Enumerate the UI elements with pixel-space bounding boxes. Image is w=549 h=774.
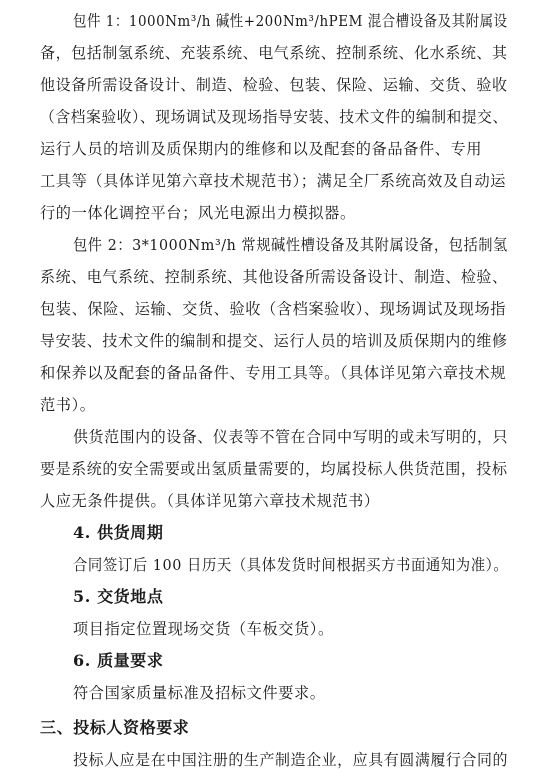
package1-line-4: （含档案验收）、现场调试及现场指导安装、技术文件的编制和提交、 <box>40 108 508 126</box>
section5-text: 项目指定位置现场交货（车板交货）。 <box>73 620 334 638</box>
package1-line-7: 行的一体化调控平台；风光电源出力模拟器。 <box>40 204 356 222</box>
package2-line-4: 导安装、技术文件的编制和提交、运行人员的培训及质保期内的维修 <box>40 332 508 350</box>
section5-heading: 5. 交货地点 <box>73 587 164 606</box>
scope-line-1: 供货范围内的设备、仪表等不管在合同中写明的或未写明的，只 <box>73 428 509 446</box>
section6-heading: 6. 质量要求 <box>73 651 164 670</box>
package1-line-5: 运行人员的培训及质保期内的维修和以及配套的备品备件、专用 <box>40 140 483 158</box>
package2-line-5: 和保养以及配套的备品备件、专用工具等。（具体详见第六章技术规 <box>40 364 507 382</box>
package2-line-3: 包装、保险、运输、交货、验收（含档案验收）、现场调试及现场指 <box>40 300 507 318</box>
section3-text: 投标人应是在中国注册的生产制造企业，应具有圆满履行合同的 <box>73 751 509 769</box>
scope-line-3: 人应无条件提供。（具体详见第六章技术规范书） <box>40 492 380 510</box>
section4-text: 合同签订后 100 日历天（具体发货时间根据买方书面通知为准）。 <box>73 556 509 574</box>
package1-line-1: 包件 1：1000Nm³/h 碱性+200Nm³/hPEM 混合槽设备及其附属设 <box>73 12 508 30</box>
section4-heading: 4. 供货周期 <box>73 523 164 542</box>
scope-line-2: 要是系统的安全需要或出氢质量需要的，均属投标人供货范围，投标 <box>40 460 508 478</box>
package1-line-2: 备，包括制氢系统、充装系统、电气系统、控制系统、化水系统、其 <box>40 44 508 62</box>
package2-line-2: 系统、电气系统、控制系统、其他设备所需设备设计、制造、检验、 <box>40 268 508 286</box>
package1-line-6: 工具等（具体详见第六章技术规范书）；满足全厂系统高效及自动运 <box>40 172 507 190</box>
section6-text: 符合国家质量标准及招标文件要求。 <box>73 684 326 702</box>
package2-line-6: 范书）。 <box>40 396 96 414</box>
section3-heading: 三、投标人资格要求 <box>40 718 190 737</box>
package1-line-3: 他设备所需设备设计、制造、检验、包装、保险、运输、交货、验收 <box>40 76 508 94</box>
package2-line-1: 包件 2：3*1000Nm³/h 常规碱性槽设备及其附属设备，包括制氢 <box>73 236 508 254</box>
